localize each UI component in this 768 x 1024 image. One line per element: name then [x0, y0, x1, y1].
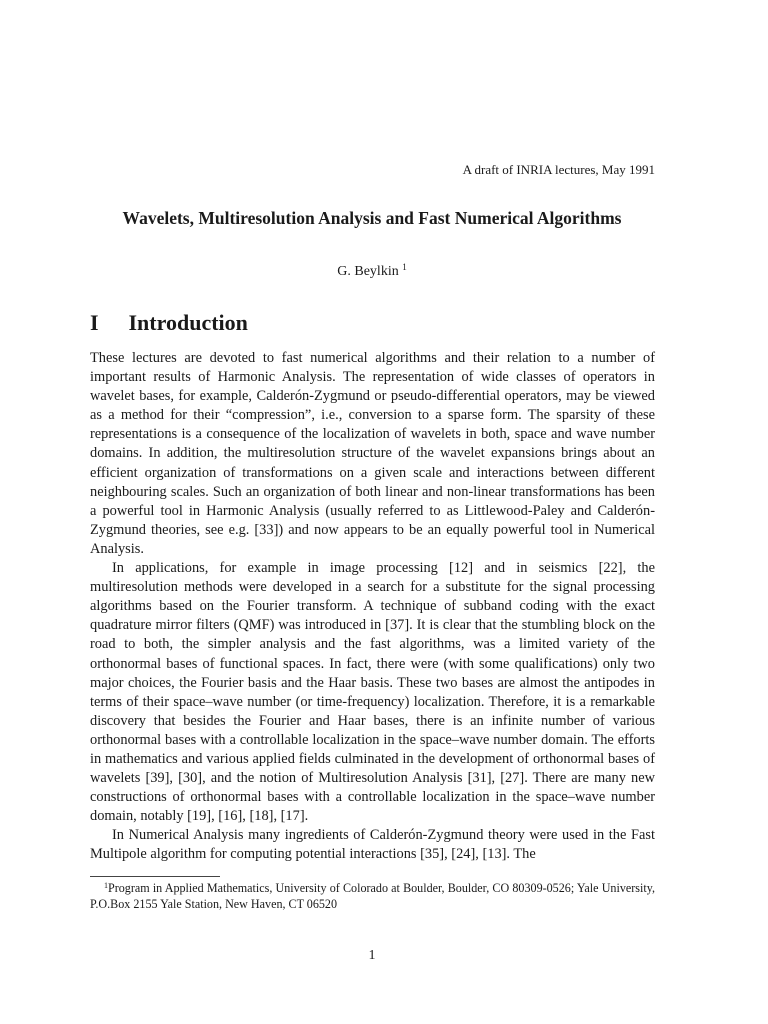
paragraph-2: In applications, for example in image processing [12] and in seismics [22], the multiresolution methods were developed in a search for a substitute for the signal processing algorithms based on the Fourier transform. A technique of subband coding with the exact quadrature mirror filters (QMF) was introduced in [37]. It is clear that the stumbling block on the road to both, the simpler analysis and the fast algorithms, was a limited variety of the orthonormal bases of functional spaces. In fact, there were (with some qualifications) only two major choices, the Fourier basis and the Haar basis. These two bases are almost the antipodes in terms of their space–wave number (or time-frequency) localization. Therefore, it is a remarkable discovery that besides the Fourier and Haar bases, there is an infinite number of various orthonormal bases with a controllable localization in the space–wave number domain. The efforts in mathematics and various applied fields culminated in the development of orthonormal bases of wavelets [39], [30], and the notion of Multiresolution Analysis [31], [27]. There are many new constructions of orthonormal bases with a controllable localization in the space–wave number domain, notably [19], [16], [18], [17]. [90, 560, 655, 825]
section-number: I [90, 310, 99, 335]
paragraph-3: In Numerical Analysis many ingredients of Calderón-Zygmund theory were used in the Fast Multipole algorithm for computing potential interactions [35], [24], [13]. The [90, 827, 655, 863]
section-heading [90, 310, 248, 336]
section-title: Introduction [128, 310, 248, 335]
body-text [90, 349, 655, 865]
paragraph-1: These lectures are devoted to fast numerical algorithms and their relation to a number of important results of Harmonic Analysis. The representation of wide classes of operators in wavelet bases, for example, Calderón-Zygmund or pseudo-differential operators, may be viewed as a method for their “compression”, i.e., conversion to a sparse form. The sparsity of these representations is a consequence of the localization of wavelets in both, space and wave number domains. In addition, the multiresolution structure of the wavelet expansions brings about an efficient organization of transformations on a given scale and interactions between different neighbouring scales. Such an organization of both linear and non-linear transformations has been a powerful tool in Harmonic Analysis (usually referred to as Littlewood-Paley and Calderón-Zygmund theories, see e.g. [33]) and now appears to be an equally powerful tool in Numerical Analysis. [90, 350, 655, 557]
draft-note: A draft of INRIA lectures, May 1991 [462, 162, 655, 177]
author-name: G. Beylkin [337, 264, 399, 279]
paper-title: Wavelets, Multiresolution Analysis and Fast Numerical Algorithms [122, 208, 622, 228]
author-line [90, 264, 654, 280]
footnote [90, 880, 655, 912]
footnote-mark: 1 [104, 881, 108, 890]
footnote-text: Program in Applied Mathematics, University of Colorado at Boulder, Boulder, CO 80309-0526; Yale University, P.O.Box 2155 Yale Station, New Haven, CT 06520 [90, 881, 655, 911]
footnote-divider [90, 876, 220, 877]
author-footnote-mark: 1 [402, 262, 407, 272]
page-number: 1 [368, 948, 376, 963]
